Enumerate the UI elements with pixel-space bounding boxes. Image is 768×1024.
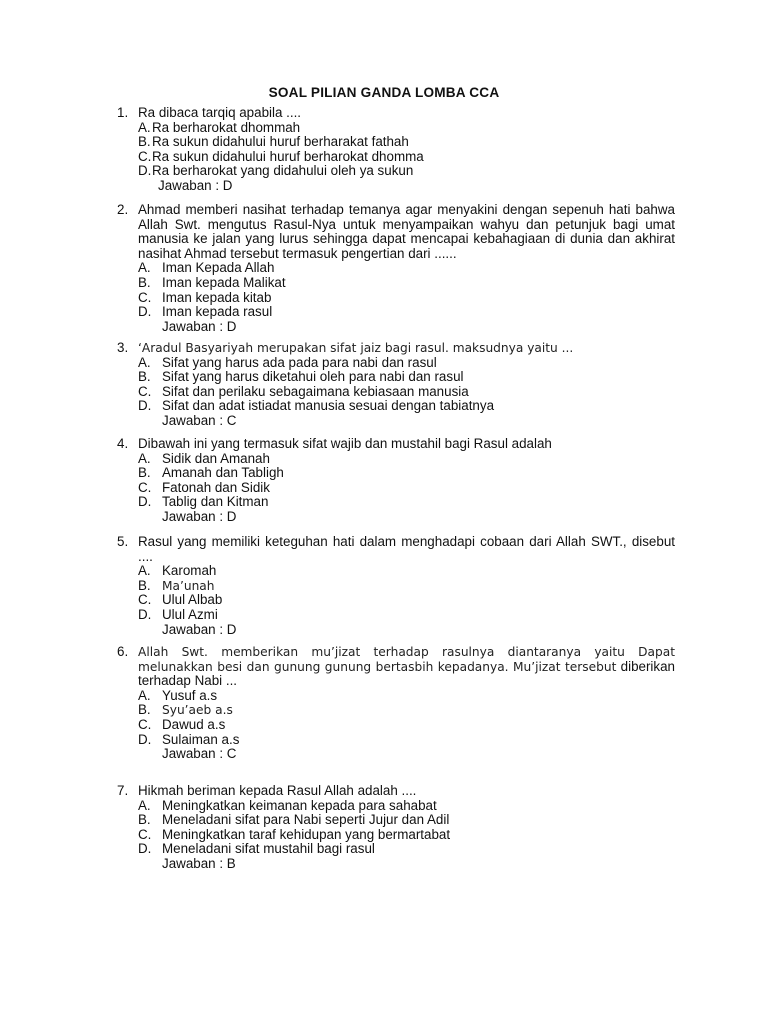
option-b [117,135,675,150]
question-number: 6. [117,644,129,659]
question-text-continued: diberikan terhadap Nabi ... [138,658,675,689]
question-number: 4. [117,436,129,451]
option-text: Sifat yang harus diketahui oleh para nabi dan rasul [162,369,464,385]
option-letter: D. [138,494,152,510]
option-c [117,150,675,165]
answer: Jawaban : D [162,508,237,524]
option-letter: C. [138,826,152,842]
option-text: Ra berharokat dhommah [152,119,301,135]
option-text: Ra berharokat yang didahului oleh ya sukun [152,163,414,179]
option-letter: C. [138,148,152,164]
option-letter: A. [138,687,151,703]
option-letter: C. [138,383,152,399]
option-d [117,399,675,414]
option-a [117,356,675,371]
option-letter: C. [138,479,152,495]
option-text: Ma’unah [162,578,215,593]
option-letter: C. [138,592,152,608]
option-text: Meningkatkan taraf kehidupan yang bermartabat [162,826,451,842]
option-letter: D. [138,606,152,622]
question-text: Ahmad memberi nasihat terhadap temanya agar menyakini dengan sepenuh hati bahwa Allah Swt. mengutus Rasul-Nya untuk menyampaikan wahyu dan petunjuk bagi umat manusia ke jalan yang lurus sehingga dapat mencapai kebahagiaan di dunia dan akhirat nasihat Ahmad tersebut termasuk pengertian dari ...... [138,202,675,261]
option-letter: A. [138,119,151,135]
question-text: Ra dibaca tarqiq apabila .... [138,105,302,120]
option-text: Amanah dan Tabligh [162,465,284,481]
option-letter: D. [138,841,152,857]
option-text: Tablig dan Kitman [162,494,269,510]
option-letter: D. [138,731,152,747]
option-letter: D. [138,398,152,414]
option-letter: D. [138,304,152,320]
option-text: Fatonah dan Sidik [162,479,270,495]
answer: Jawaban : D [162,318,237,334]
option-text: Sifat yang harus ada pada para nabi dan rasul [162,354,437,370]
option-letter: B. [138,134,151,150]
question-text: Rasul yang memiliki keteguhan hati dalam menghadapi cobaan dari Allah SWT., disebut .... [138,534,675,564]
question-number: 5. [117,534,129,549]
question-number: 2. [117,202,129,217]
option-letter: C. [138,289,152,305]
option-letter: B. [138,577,151,593]
option-text: Ra sukun didahului huruf berharakat fathah [152,134,409,150]
option-text: Ra sukun didahului huruf berharokat dhomma [152,148,424,164]
option-d [117,733,675,748]
answer: Jawaban : B [162,855,236,871]
answer: Jawaban : C [162,412,237,428]
question-text: Dibawah ini yang termasuk sifat wajib dan mustahil bagi Rasul adalah [138,436,552,451]
page-title: SOAL PILIAN GANDA LOMBA CCA [268,85,500,100]
option-text: Sifat dan perilaku sebagaimana kebiasaan manusia [162,383,469,399]
option-d [117,608,675,623]
question-1 [117,106,675,194]
option-text: Syu’aeb a.s [162,703,233,718]
option-text: Dawud a.s [162,716,226,732]
question-number: 3. [117,340,129,355]
option-c [117,718,675,733]
option-text: Sulaiman a.s [162,731,240,747]
option-text: Iman kepada kitab [162,289,272,305]
option-a [117,121,675,136]
question-7 [117,784,675,872]
option-a [117,689,675,704]
option-d [117,305,675,320]
question-6 [117,645,675,762]
option-c [117,828,675,843]
option-letter: A. [138,260,151,276]
option-text: Karomah [162,563,217,579]
option-text: Iman kepada rasul [162,304,273,320]
question-3 [117,341,675,429]
option-d [117,164,675,179]
option-a [117,564,675,579]
option-text: Yusuf a.s [162,687,218,703]
option-c [117,481,675,496]
answer: Jawaban : C [162,746,237,762]
answer: Jawaban : D [158,177,233,193]
option-letter: A. [138,354,151,370]
option-b [117,813,675,828]
question-number: 1. [117,105,129,120]
option-b [117,370,675,385]
option-b [117,579,675,594]
question-text: Hikmah beriman kepada Rasul Allah adalah .... [138,783,417,798]
option-text: Iman kepada Malikat [162,274,286,290]
option-a [117,799,675,814]
option-letter: B. [138,274,151,290]
option-a [117,261,675,276]
option-d [117,842,675,857]
option-text: Ulul Azmi [162,606,218,622]
option-letter: A. [138,450,151,466]
option-b [117,703,675,718]
option-text: Meneladani sifat mustahil bagi rasul [162,841,375,857]
option-letter: C. [138,716,152,732]
question-4 [117,437,675,525]
question-number: 7. [117,783,129,798]
option-text: Sidik dan Amanah [162,450,270,466]
option-text: Sifat dan adat istiadat manusia sesuai dengan tabiatnya [162,398,495,414]
question-5 [117,535,675,637]
option-a [117,452,675,467]
option-c [117,385,675,400]
option-letter: A. [138,797,151,813]
option-letter: B. [138,702,151,718]
option-text: Ulul Albab [162,592,223,608]
option-text: Meneladani sifat para Nabi seperti Jujur dan Adil [162,812,450,828]
question-2 [117,203,675,334]
answer: Jawaban : D [162,621,237,637]
question-text: Allah Swt. memberikan mu’jizat terhadap rasulnya diantaranya yaitu Dapat melunakkan besi dan gunung gunung bertasbih kepadanya. Mu’jizat tersebut [138,645,675,674]
option-letter: B. [138,369,151,385]
option-letter: D. [138,163,152,179]
question-text: ‘Aradul Basyariyah merupakan sifat jaiz bagi rasul. maksudnya yaitu ... [138,341,574,355]
option-text: Iman Kepada Allah [162,260,275,276]
option-c [117,593,675,608]
option-b [117,276,675,291]
option-b [117,466,675,481]
option-c [117,291,675,306]
option-letter: A. [138,563,151,579]
option-text: Meningkatkan keimanan kepada para sahabat [162,797,437,813]
option-d [117,495,675,510]
option-letter: B. [138,812,151,828]
option-letter: B. [138,465,151,481]
